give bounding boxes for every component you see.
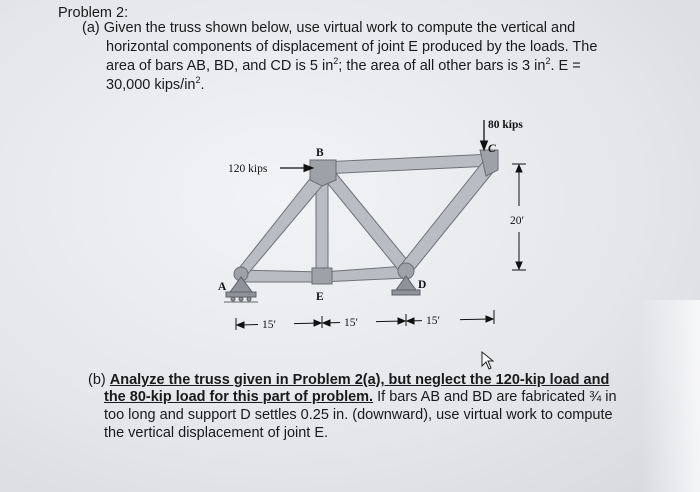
- support-a-base: [226, 292, 256, 297]
- part-b-line-2: [104, 388, 617, 407]
- dim-s-arrow-3l: [407, 318, 414, 324]
- part-a-line-3-post: ; the area of all other bars is 3 in: [338, 58, 546, 74]
- support-a-roller-2: [239, 297, 243, 301]
- part-b-line-3: too long and support D settles 0.25 in. (downward), use virtual work to compute: [104, 407, 613, 423]
- load-arrow-120: [280, 165, 313, 172]
- member-ed: [322, 266, 406, 282]
- dim-s-arrow-2l: [323, 320, 330, 326]
- part-a-sup-3: 2: [195, 75, 201, 85]
- dim-s-arrow-2r: [398, 318, 405, 324]
- joint-c-label: C: [488, 143, 496, 155]
- member-ae: [240, 270, 322, 282]
- support-a-roller-1: [231, 297, 235, 301]
- height-dim-label: 20′: [510, 215, 525, 227]
- span-3-label: 15′: [426, 315, 441, 327]
- member-bd: [320, 166, 412, 272]
- part-a-line-3-pre: area of bars AB, BD, and CD is 5 in: [106, 58, 334, 74]
- joint-e-label: E: [316, 291, 324, 303]
- dim-h-arrow-down: [516, 262, 522, 269]
- part-b-label: (b): [88, 372, 110, 388]
- part-b-line-1-underlined: Analyze the truss given in Problem 2(a), but neglect the 120-kip load and: [109, 372, 610, 388]
- span-1-label: 15′: [262, 319, 277, 331]
- part-a-sup-2: 2: [545, 56, 551, 66]
- load-80-label: 80 kips: [488, 119, 523, 131]
- part-b-line-2-underlined: the 80-kip load for this part of problem.: [104, 389, 374, 405]
- span-2-label: 15′: [344, 317, 359, 329]
- part-a-line-4-end: .: [200, 77, 205, 93]
- dim-s-arrow-1r: [314, 320, 321, 326]
- member-dc: [400, 158, 498, 272]
- part-a-line-1: (a) Given the truss shown below, use virtual work to compute the vertical and: [82, 20, 576, 36]
- part-b-line-4: the vertical displacement of joint E.: [104, 425, 329, 441]
- part-a-line-2: horizontal components of displacement of joint E produced by the loads. The: [106, 39, 598, 55]
- joint-a-label: A: [218, 281, 227, 293]
- dim-h-arrow-up: [516, 165, 522, 172]
- joint-b-label: B: [316, 147, 324, 159]
- support-d-base: [392, 290, 420, 295]
- member-bc: [322, 154, 492, 174]
- part-a-line-3-end: . E =: [550, 58, 581, 74]
- load-80-head: [481, 141, 488, 150]
- joint-d-label: D: [418, 279, 427, 291]
- dim-s-arrow-1l: [237, 322, 244, 328]
- cursor-icon: [482, 352, 493, 369]
- load-arrow-80: [481, 120, 488, 150]
- part-a-line-4-pre: 30,000 kips/in: [106, 77, 196, 93]
- dim-s-arrow-3r: [486, 316, 493, 322]
- cursor-arrow: [482, 352, 493, 369]
- gusset-b: [310, 160, 336, 186]
- support-a-roller-3: [247, 297, 251, 301]
- gusset-e: [312, 268, 332, 284]
- part-a-sup-1: 2: [333, 56, 339, 66]
- part-b-line-2-rest: If bars AB and BD are fabricated ¾ in: [373, 389, 617, 405]
- truss-members: [236, 154, 498, 282]
- problem-title: Problem 2:: [58, 5, 129, 21]
- load-120-label: 120 kips: [228, 163, 268, 175]
